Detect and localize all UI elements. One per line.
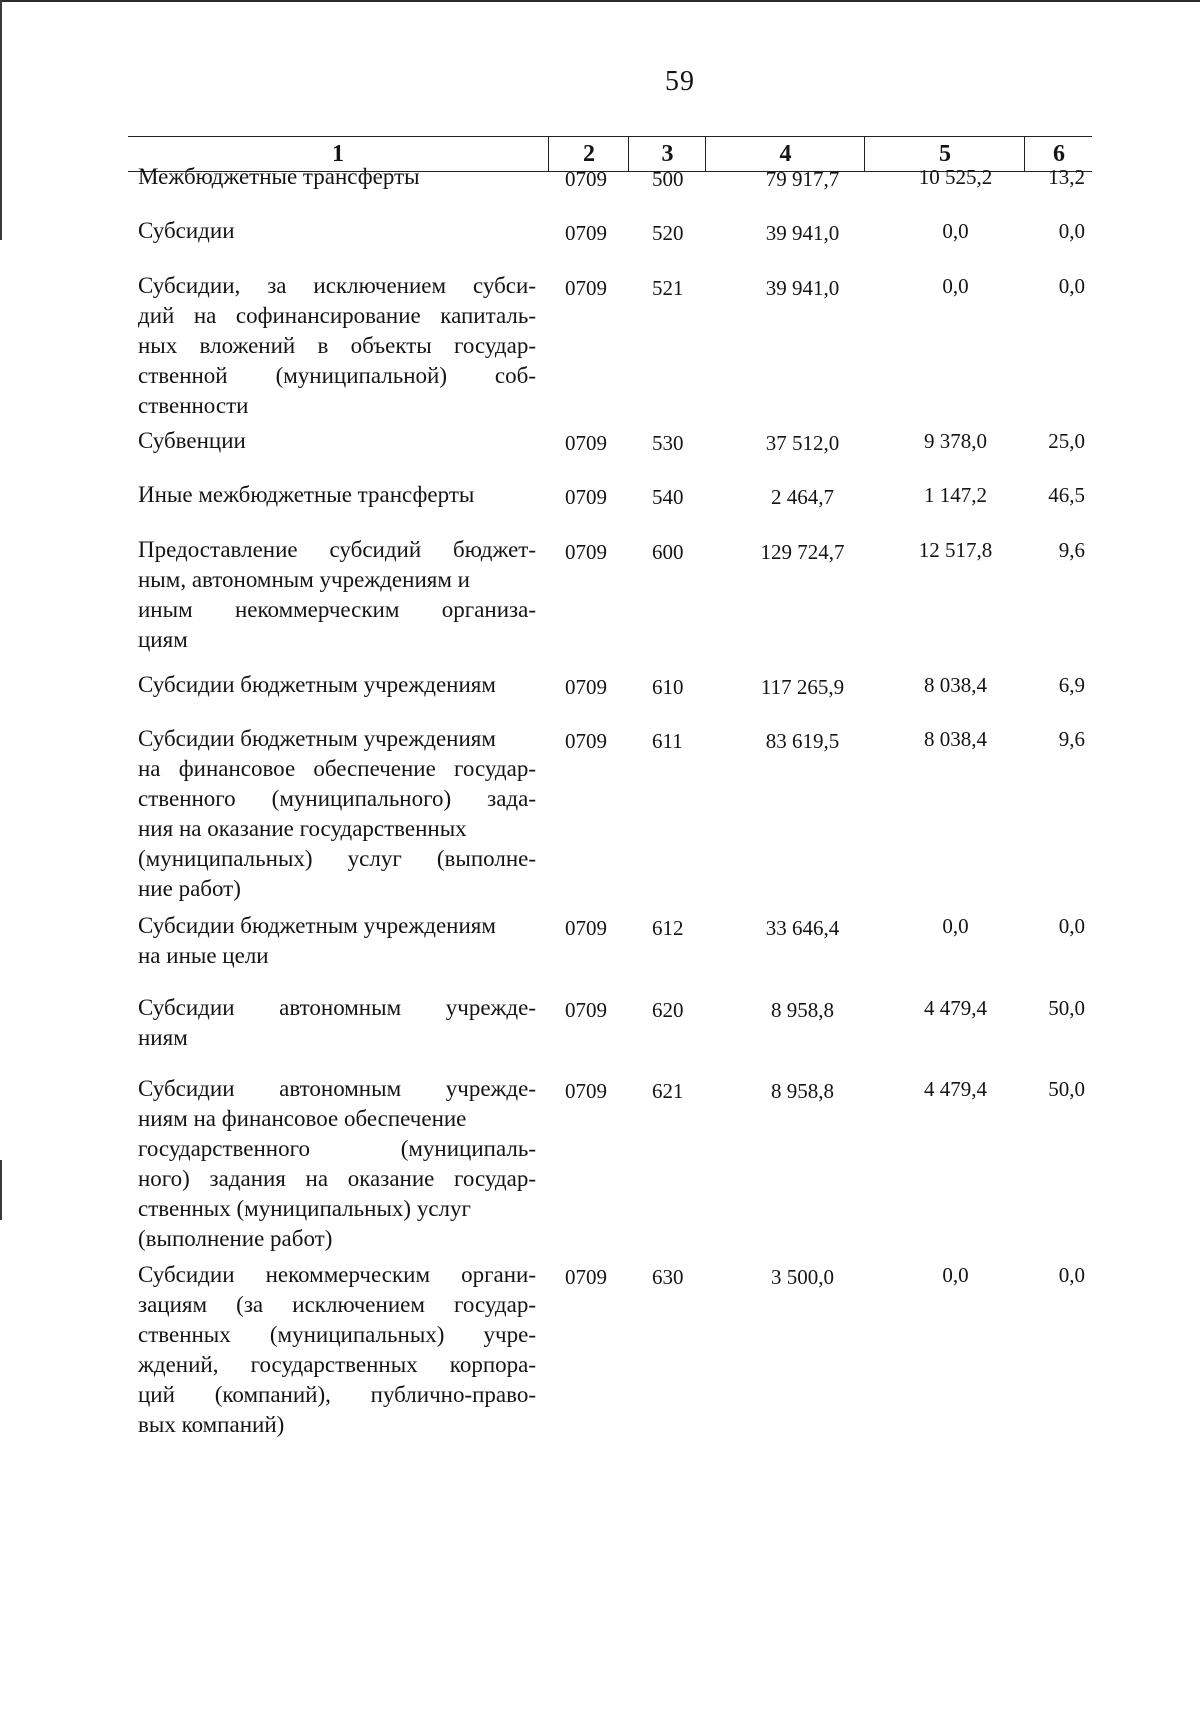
- cell-c3: 600: [652, 540, 684, 564]
- cell-c4: 8 958,8: [771, 1079, 834, 1103]
- cell-c6: 0,0: [1058, 274, 1085, 298]
- cell-c5: 4 479,4: [924, 1077, 987, 1101]
- cell-c6: 46,5: [1048, 483, 1085, 507]
- page-number: 59: [665, 66, 695, 97]
- cell-c5: 0,0: [942, 219, 969, 243]
- cell-c3: 612: [652, 916, 684, 940]
- cell-c3: 620: [652, 998, 684, 1022]
- cell-c4: 33 646,4: [765, 916, 840, 940]
- row-label: Субсидии автономным учрежде- ниям: [138, 995, 536, 1050]
- column-header-1: 1: [332, 141, 344, 167]
- cell-c2: 0709: [565, 431, 607, 455]
- cell-c6: 13,2: [1048, 165, 1085, 189]
- cell-c5: 9 378,0: [924, 429, 987, 453]
- cell-c2: 0709: [565, 998, 607, 1022]
- column-header-5: 5: [864, 137, 1025, 171]
- row-label: Субвенции: [138, 428, 246, 453]
- cell-c3: 611: [652, 729, 683, 753]
- row-label: Субсидии, за исключением субси- дий на софинансирование капиталь- ных вложений в объекты государ- ственной (муниципальной) соб- ственности: [138, 273, 536, 418]
- cell-c2: 0709: [565, 276, 607, 300]
- scan-edge-left: [0, 0, 2, 240]
- cell-c5: 1 147,2: [924, 483, 987, 507]
- column-header-2: 2: [548, 137, 629, 171]
- cell-c6: 50,0: [1048, 1077, 1085, 1101]
- row-label: Межбюджетные трансферты: [138, 164, 420, 189]
- row-label: Субсидии: [138, 218, 235, 243]
- cell-c3: 621: [652, 1079, 684, 1103]
- cell-c2: 0709: [565, 1265, 607, 1289]
- cell-c4: 39 941,0: [765, 221, 840, 245]
- column-header-6: 6: [1024, 137, 1093, 171]
- cell-c5: 12 517,8: [918, 538, 993, 562]
- cell-c3: 630: [652, 1265, 684, 1289]
- cell-c3: 500: [652, 167, 684, 191]
- cell-c4: 117 265,9: [760, 675, 845, 699]
- cell-c4: 129 724,7: [760, 540, 845, 564]
- column-header-3: 3: [628, 137, 706, 171]
- cell-c4: 39 941,0: [765, 276, 840, 300]
- cell-c6: 9,6: [1058, 538, 1085, 562]
- cell-c4: 83 619,5: [765, 729, 840, 753]
- cell-c4: 8 958,8: [771, 998, 834, 1022]
- cell-c6: 9,6: [1058, 727, 1085, 751]
- row-label: Субсидии автономным учрежде- ниям на финансовое обеспечение государственного (муниципаль- ного) задания на оказание государ- ственных (муниципальных) услуг (выполнение работ): [138, 1076, 536, 1251]
- cell-c2: 0709: [565, 916, 607, 940]
- row-label: Субсидии бюджетным учреждениям на финансовое обеспечение государ- ственного (муниципального) зада- ния на оказание государственных (муниципальных) услуг (выполне- ние работ): [138, 726, 536, 901]
- cell-c5: 8 038,4: [924, 727, 987, 751]
- row-label: Субсидии некоммерческим органи- зациям (за исключением государ- ственных (муниципальных) учре- ждений, государственных корпора- ций (компаний), публично-право- вых компаний): [138, 1262, 536, 1437]
- cell-c5: 8 038,4: [924, 673, 987, 697]
- cell-c5: 0,0: [942, 1263, 969, 1287]
- cell-c3: 521: [652, 276, 684, 300]
- row-label: Субсидии бюджетным учреждениям: [138, 672, 496, 697]
- cell-c3: 520: [652, 221, 684, 245]
- cell-c3: 540: [652, 485, 684, 509]
- cell-c5: 4 479,4: [924, 996, 987, 1020]
- row-label: Иные межбюджетные трансферты: [138, 482, 475, 507]
- cell-c4: 3 500,0: [771, 1265, 834, 1289]
- cell-c5: 0,0: [942, 914, 969, 938]
- cell-c2: 0709: [565, 485, 607, 509]
- cell-c6: 50,0: [1048, 996, 1085, 1020]
- cell-c5: 0,0: [942, 274, 969, 298]
- cell-c4: 37 512,0: [765, 431, 840, 455]
- cell-c4: 79 917,7: [765, 167, 840, 191]
- cell-c2: 0709: [565, 221, 607, 245]
- scan-edge-left-lower: [0, 1160, 2, 1220]
- cell-c5: 10 525,2: [918, 165, 993, 189]
- column-header-4: 4: [705, 137, 865, 171]
- cell-c2: 0709: [565, 675, 607, 699]
- cell-c6: 6,9: [1058, 673, 1085, 697]
- row-label: Субсидии бюджетным учреждениям на иные цели: [138, 913, 496, 968]
- cell-c4: 2 464,7: [771, 485, 834, 509]
- cell-c2: 0709: [565, 540, 607, 564]
- cell-c6: 0,0: [1058, 914, 1085, 938]
- row-label: Предоставление субсидий бюджет- ным, автономным учреждениям и иным некоммерческим организа- циям: [138, 537, 536, 652]
- cell-c6: 0,0: [1058, 1263, 1085, 1287]
- cell-c6: 25,0: [1048, 429, 1085, 453]
- cell-c2: 0709: [565, 167, 607, 191]
- cell-c3: 530: [652, 431, 684, 455]
- cell-c2: 0709: [565, 729, 607, 753]
- cell-c2: 0709: [565, 1079, 607, 1103]
- cell-c6: 0,0: [1058, 219, 1085, 243]
- scan-edge-top: [0, 0, 1200, 2]
- cell-c3: 610: [652, 675, 684, 699]
